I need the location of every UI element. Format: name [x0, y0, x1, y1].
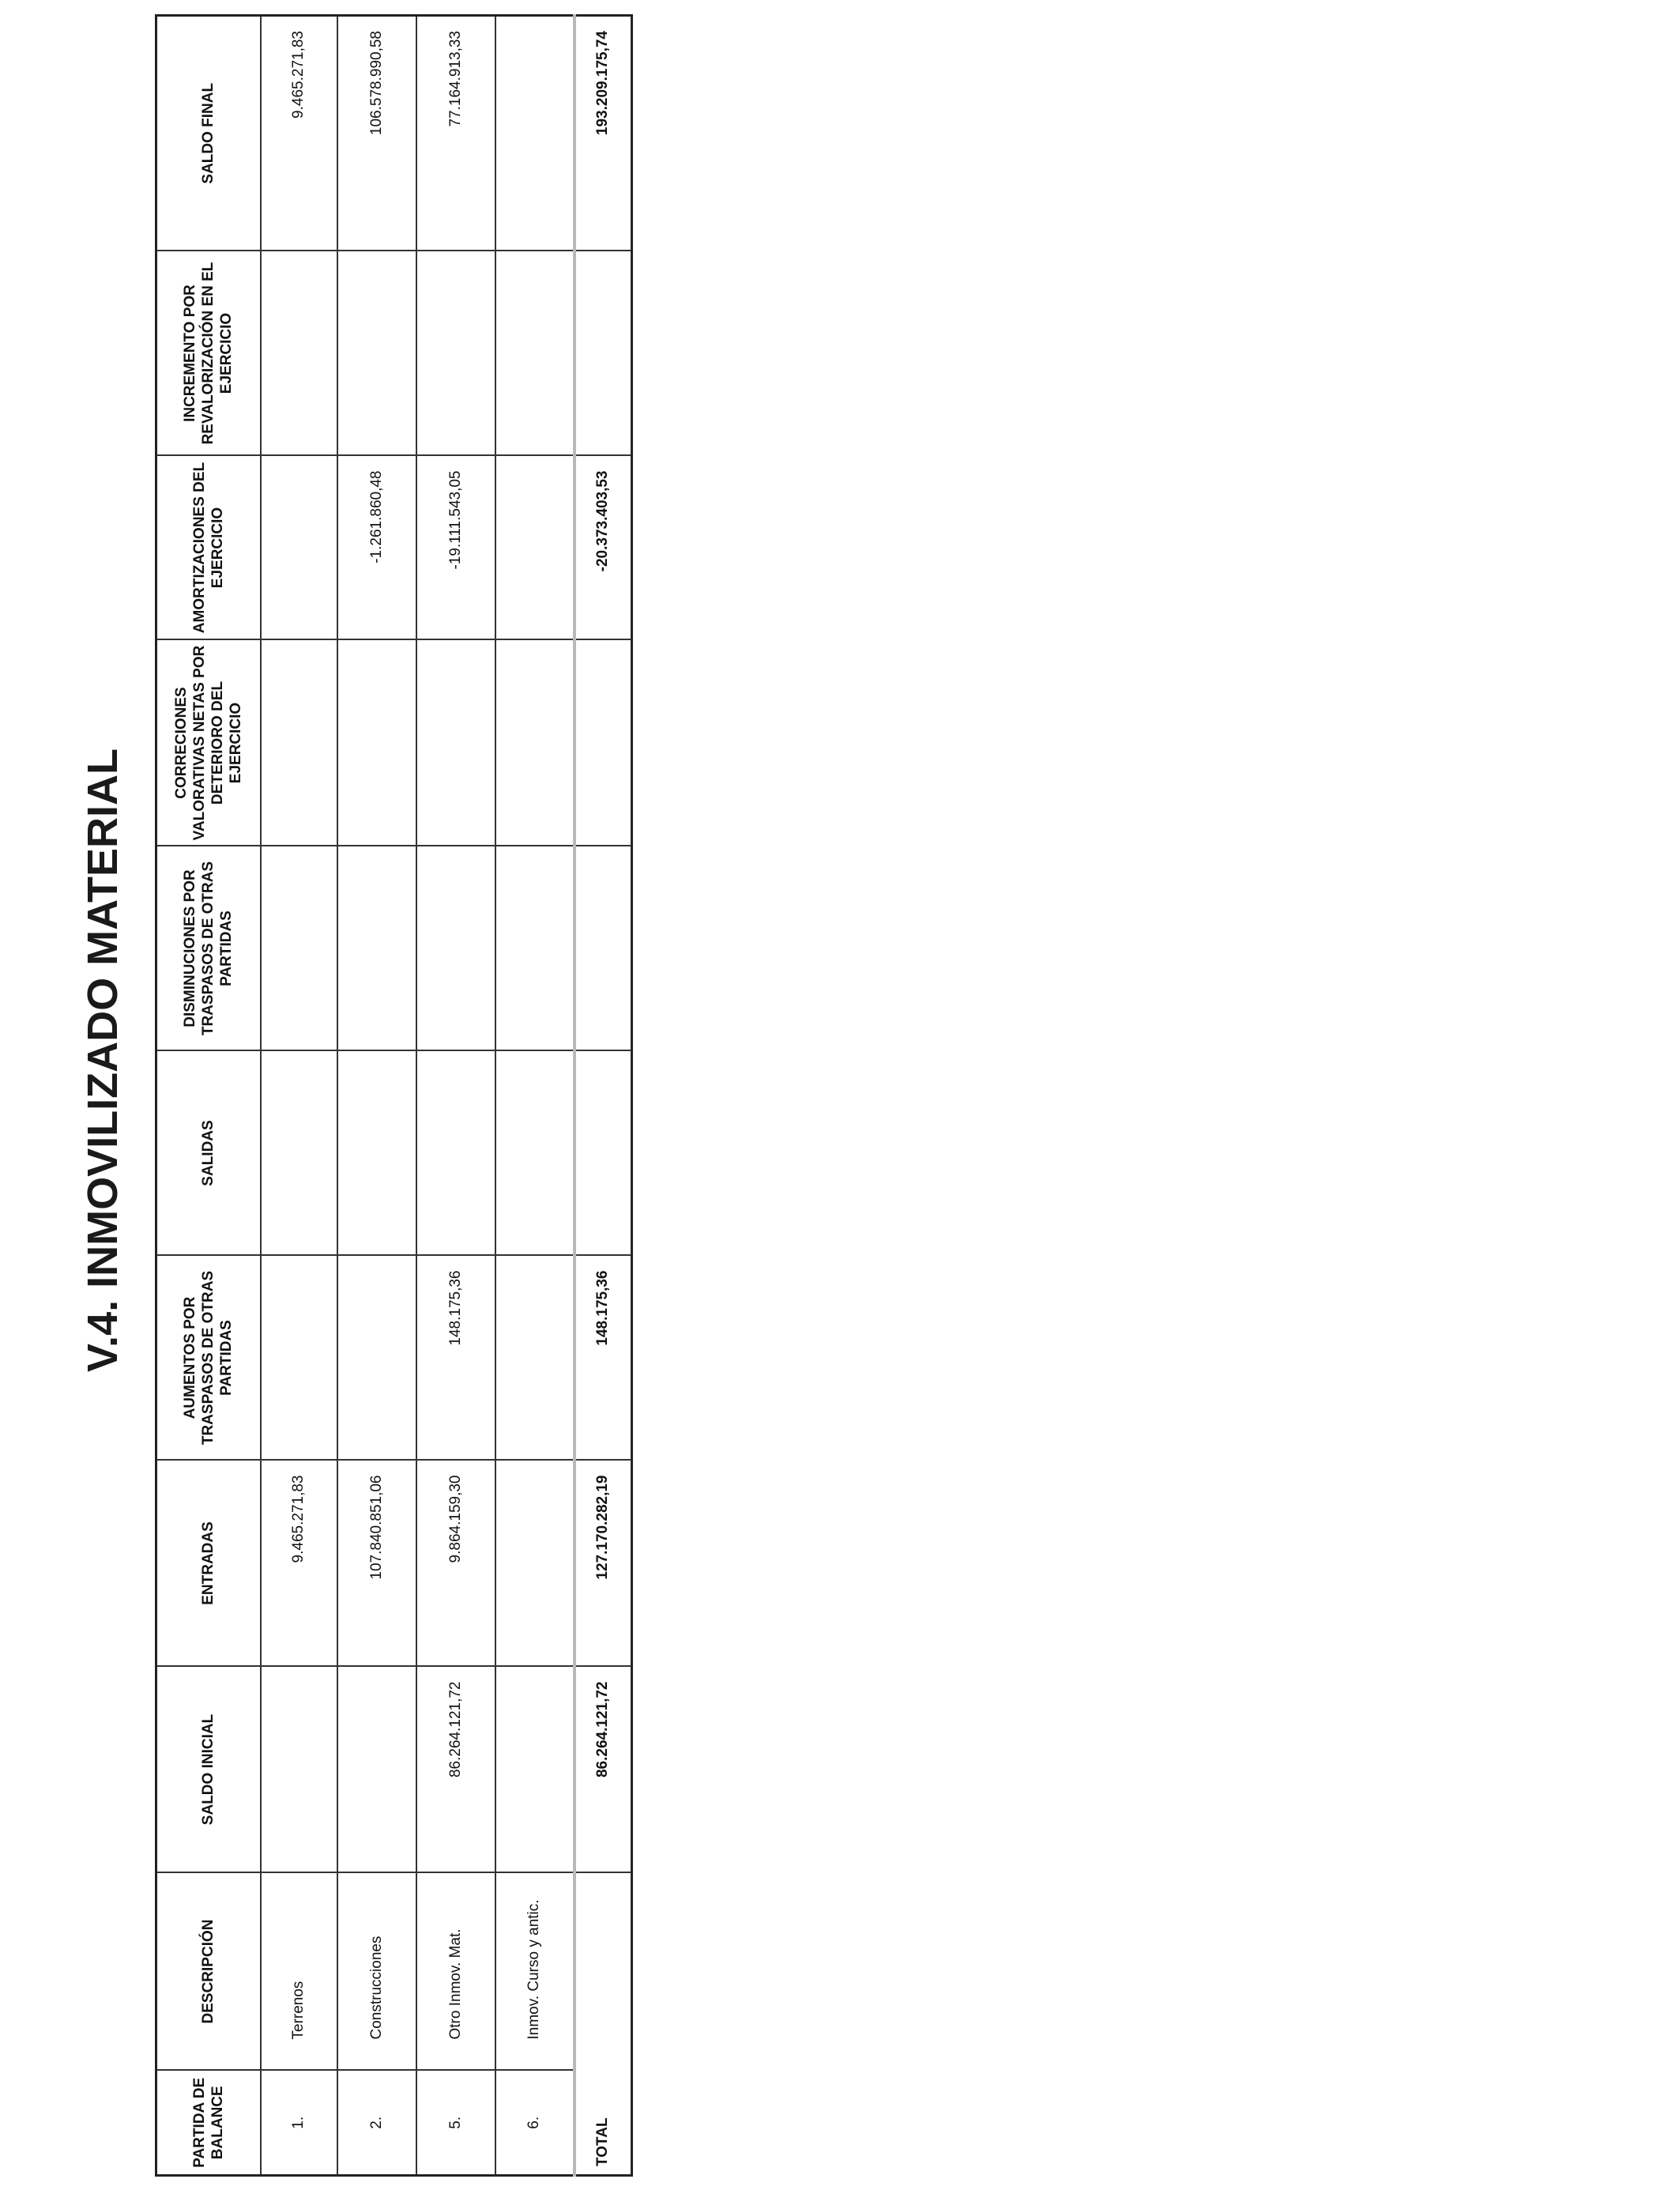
cell-disminuciones-traspasos: [261, 846, 337, 1051]
cell-total-amortizaciones: -20.373.403,53: [574, 456, 632, 640]
header-partida: PARTIDA DE BALANCE: [156, 2071, 261, 2176]
cell-amortizaciones: -1.261.860,48: [337, 456, 416, 640]
header-amortizaciones: AMORTIZACIONES DEL EJERCICIO: [156, 456, 261, 640]
header-correcciones-deterioro: CORRECIONES VALORATIVAS NETAS POR DETERIORO DEL EJERCICIO: [156, 640, 261, 846]
cell-total-correcciones-deterioro: [574, 640, 632, 846]
cell-disminuciones-traspasos: [416, 846, 495, 1051]
cell-saldo-inicial: [495, 1667, 574, 1873]
cell-incremento-revalorizacion: [416, 251, 495, 456]
header-salidas: SALIDAS: [156, 1051, 261, 1256]
cell-total-salidas: [574, 1051, 632, 1256]
table-row: [261, 16, 337, 2176]
cell-entradas: [495, 1461, 574, 1667]
cell-total-incremento-revalorizacion: [574, 251, 632, 456]
cell-aumentos-traspasos: 148.175,36: [416, 1256, 495, 1461]
cell-aumentos-traspasos: [261, 1256, 337, 1461]
cell-total-saldo-inicial: 86.264.121,72: [574, 1667, 632, 1873]
cell-incremento-revalorizacion: [495, 251, 574, 456]
cell-salidas: [261, 1051, 337, 1256]
header-saldo-inicial: SALDO INICIAL: [156, 1667, 261, 1873]
cell-total-saldo-final: 193.209.175,74: [574, 16, 632, 251]
header-saldo-final: SALDO FINAL: [156, 16, 261, 251]
cell-amortizaciones: -19.111.543,05: [416, 456, 495, 640]
header-descripcion: DESCRIPCIÓN: [156, 1873, 261, 2071]
cell-correcciones-deterioro: [495, 640, 574, 846]
cell-descripcion: Inmov. Curso y antic.: [495, 1873, 574, 2071]
cell-partida: 5.: [416, 2071, 495, 2176]
table-row: [495, 16, 574, 2176]
cell-descripcion: Terrenos: [261, 1873, 337, 2071]
cell-partida: 2.: [337, 2071, 416, 2176]
header-aumentos-traspasos: AUMENTOS POR TRASPASOS DE OTRAS PARTIDAS: [156, 1256, 261, 1461]
cell-correcciones-deterioro: [337, 640, 416, 846]
cell-descripcion: Otro Inmov. Mat.: [416, 1873, 495, 2071]
cell-total-label: TOTAL: [574, 1873, 632, 2176]
cell-incremento-revalorizacion: [337, 251, 416, 456]
cell-total-entradas: 127.170.282,19: [574, 1461, 632, 1667]
cell-amortizaciones: [495, 456, 574, 640]
cell-partida: 6.: [495, 2071, 574, 2176]
cell-salidas: [337, 1051, 416, 1256]
cell-incremento-revalorizacion: [261, 251, 337, 456]
cell-disminuciones-traspasos: [337, 846, 416, 1051]
cell-correcciones-deterioro: [261, 640, 337, 846]
page-title: V.4. INMOVILIZADO MATERIAL: [79, 748, 126, 1372]
cell-saldo-final: [495, 16, 574, 251]
cell-saldo-final: 9.465.271,83: [261, 16, 337, 251]
cell-disminuciones-traspasos: [495, 846, 574, 1051]
cell-descripcion: Construcciones: [337, 1873, 416, 2071]
table-row: [416, 16, 495, 2176]
cell-saldo-inicial: [337, 1667, 416, 1873]
table-total-row: [574, 16, 632, 2176]
cell-salidas: [416, 1051, 495, 1256]
fixed-assets-table: [155, 14, 633, 2177]
table-header-row: [156, 16, 261, 2176]
table-row: [337, 16, 416, 2176]
cell-total-aumentos-traspasos: 148.175,36: [574, 1256, 632, 1461]
cell-amortizaciones: [261, 456, 337, 640]
cell-aumentos-traspasos: [495, 1256, 574, 1461]
cell-entradas: 9.864.159,30: [416, 1461, 495, 1667]
cell-entradas: 107.840.851,06: [337, 1461, 416, 1667]
cell-saldo-inicial: [261, 1667, 337, 1873]
header-incremento-revalorizacion: INCREMENTO POR REVALORIZACIÓN EN EL EJERCICIO: [156, 251, 261, 456]
header-entradas: ENTRADAS: [156, 1461, 261, 1667]
cell-salidas: [495, 1051, 574, 1256]
cell-total-disminuciones-traspasos: [574, 846, 632, 1051]
cell-partida: 1.: [261, 2071, 337, 2176]
cell-saldo-inicial: 86.264.121,72: [416, 1667, 495, 1873]
cell-aumentos-traspasos: [337, 1256, 416, 1461]
cell-correcciones-deterioro: [416, 640, 495, 846]
header-disminuciones-traspasos: DISMINUCIONES POR TRASPASOS DE OTRAS PARTIDAS: [156, 846, 261, 1051]
cell-saldo-final: 77.164.913,33: [416, 16, 495, 251]
cell-entradas: 9.465.271,83: [261, 1461, 337, 1667]
cell-saldo-final: 106.578.990,58: [337, 16, 416, 251]
